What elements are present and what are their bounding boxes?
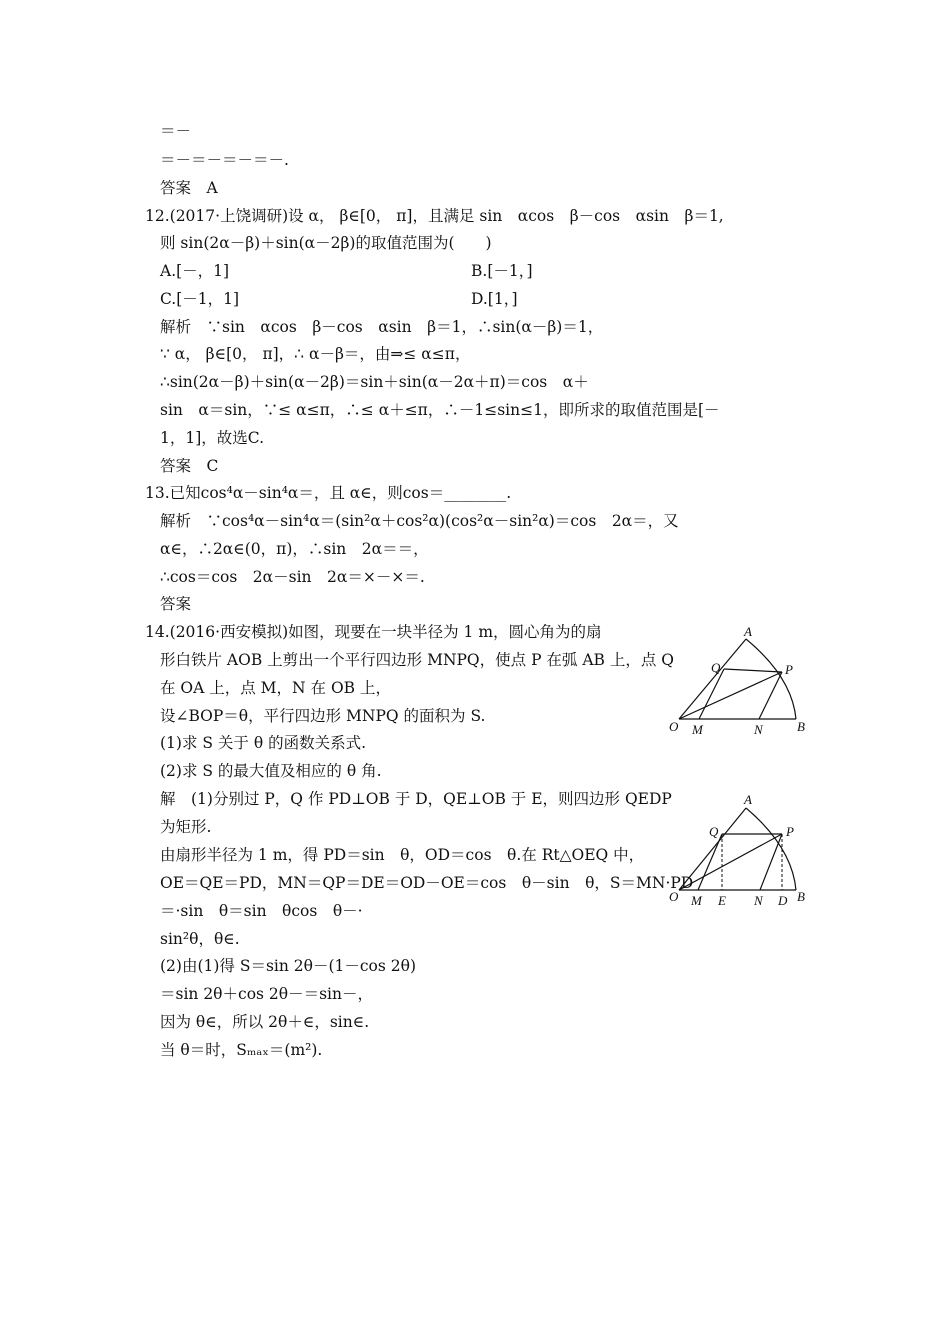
text-line: 因为 θ∈，所以 2θ＋∈，sin∈. xyxy=(160,1013,370,1031)
question-13: 13.已知cos⁴α－sin⁴α＝，且 α∈，则cos＝________. xyxy=(145,484,512,502)
label-b: B xyxy=(797,719,805,734)
text-line: ＝－ xyxy=(160,122,192,140)
sector-figure-1 xyxy=(664,622,814,737)
answer-line: 答案 A xyxy=(160,179,218,197)
label-a: A xyxy=(744,624,752,639)
label-p: P xyxy=(785,662,793,677)
answer-line: 答案 C xyxy=(160,457,219,475)
text-line: sin²θ，θ∈. xyxy=(160,930,240,948)
text-line: 形白铁片 AOB 上剪出一个平行四边形 MNPQ，使点 P 在弧 AB 上，点 Q xyxy=(160,651,674,669)
label-e: E xyxy=(718,893,726,908)
text-line: 解析 ∵cos⁴α－sin⁴α＝(sin²α＋cos²α)(cos²α－sin²α)＝cos 2α＝，又 xyxy=(160,512,679,530)
text-line: 1，1]，故选C. xyxy=(160,429,265,447)
sector-figure-2 xyxy=(664,790,814,908)
label-b: B xyxy=(797,889,805,904)
option-c: C.[－1，1] xyxy=(160,290,240,308)
label-n: N xyxy=(754,722,763,737)
label-q: Q xyxy=(711,660,721,675)
question-14: 14.(2016·西安模拟)如图，现要在一块半径为 1 m，圆心角为的扇 xyxy=(145,623,602,641)
text-line: OE＝QE＝PD，MN＝QP＝DE＝OD－OE＝cos θ－sin θ，S＝MN·PD xyxy=(160,874,694,892)
text-line: 由扇形半径为 1 m，得 PD＝sin θ，OD＝cos θ.在 Rt△OEQ 中， xyxy=(160,846,645,864)
option-b: B.[－1，] xyxy=(471,262,533,280)
label-p: P xyxy=(786,824,794,839)
label-o: O xyxy=(669,889,679,904)
question-12: 12.(2017·上饶调研)设 α， β∈[0， π]，且满足 sin αcos β－cos αsin β＝1, xyxy=(145,207,724,225)
text-line: (1)求 S 关于 θ 的函数关系式. xyxy=(160,734,367,752)
label-m: M xyxy=(692,722,703,737)
option-a: A.[－，1] xyxy=(160,262,230,280)
text-line: (2)求 S 的最大值及相应的 θ 角. xyxy=(160,762,382,780)
label-d: D xyxy=(778,893,788,908)
text-line: (2)由(1)得 S＝sin 2θ－(1－cos 2θ) xyxy=(160,957,417,975)
text-line: ∴sin(2α－β)＋sin(α－2β)＝sin＋sin(α－2α＋π)＝cos α＋ xyxy=(160,373,589,391)
text-line: 为矩形. xyxy=(160,818,212,836)
text-line: 解析 ∵sin αcos β－cos αsin β＝1，∴sin(α－β)＝1， xyxy=(160,318,604,336)
answer-line: 答案 xyxy=(160,595,192,613)
label-a: A xyxy=(744,792,752,807)
label-o: O xyxy=(669,719,679,734)
text-line: ∵ α， β∈[0， π]，∴ α－β＝，由⇒≤ α≤π， xyxy=(160,345,471,363)
text-line: α∈，∴2α∈(0，π)，∴sin 2α＝＝， xyxy=(160,540,429,558)
text-line: sin α＝sin，∵≤ α≤π，∴≤ α＋≤π，∴－1≤sin≤1，即所求的取值范围是[－ xyxy=(160,401,720,419)
text-line: 设∠BOP＝θ，平行四边形 MNPQ 的面积为 S. xyxy=(160,707,486,725)
option-d: D.[1，] xyxy=(471,290,518,308)
text-line: ＝·sin θ＝sin θcos θ－· xyxy=(160,902,363,920)
text-line: 在 OA 上，点 M，N 在 OB 上， xyxy=(160,679,391,697)
label-m: M xyxy=(691,893,702,908)
text-line: 当 θ＝时，Sₘₐₓ＝(m²). xyxy=(160,1041,323,1059)
text-line: ＝sin 2θ＋cos 2θ－＝sin－， xyxy=(160,985,373,1003)
label-n: N xyxy=(754,893,763,908)
text-line: 则 sin(2α－β)＋sin(α－2β)的取值范围为( ) xyxy=(160,234,492,252)
text-line: ∴cos＝cos 2α－sin 2α＝×－×＝. xyxy=(160,568,425,586)
text-line: 解 (1)分别过 P，Q 作 PD⊥OB 于 D，QE⊥OB 于 E，则四边形 QEDP xyxy=(160,790,672,808)
label-q: Q xyxy=(709,824,719,839)
text-line: ＝－＝－＝－＝－. xyxy=(160,151,289,169)
